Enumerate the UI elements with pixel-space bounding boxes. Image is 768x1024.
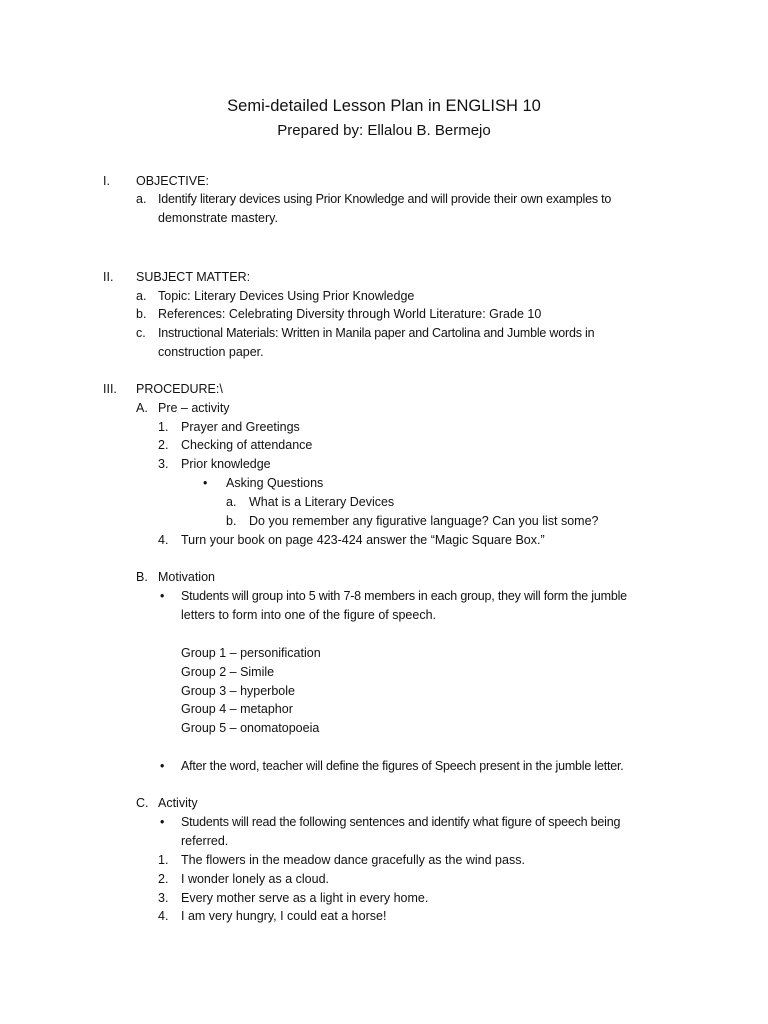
question-text: What is a Literary Devices [249,495,395,509]
sentence-text: I am very hungry, I could eat a horse! [181,909,387,923]
list-marker: c. [136,326,146,340]
bullet-text: Asking Questions [226,476,324,490]
step-text: Turn your book on page 423-424 answer the “Magic Square Box.” [181,533,545,547]
section-number: II. [103,270,114,284]
group-item: Group 1 – personification [181,646,321,660]
sentence-marker: 2. [158,872,169,886]
step-marker: 3. [158,457,169,471]
subsection-label: Activity [158,796,198,810]
step-marker: 4. [158,533,169,547]
sentence-text: I wonder lonely as a cloud. [181,872,330,886]
bullet-text-continued: referred. [181,834,229,848]
question-marker: b. [226,514,237,528]
list-marker: a. [136,289,147,303]
section-heading: PROCEDURE:\ [136,382,223,396]
document-title: Semi-detailed Lesson Plan in ENGLISH 10 [227,97,541,115]
subsection-label: Pre – activity [158,401,230,415]
list-item: Identify literary devices using Prior Knowledge and will provide their own examples to [158,192,612,206]
section-heading: OBJECTIVE: [136,174,209,188]
subsection-marker: A. [136,401,148,415]
list-marker: b. [136,307,147,321]
bullet-text-continued: letters to form into one of the figure of speech. [181,608,437,622]
question-text: Do you remember any figurative language? Can you list some? [249,514,599,528]
bullet-icon: • [160,589,165,603]
bullet-text: Students will read the following sentences and identify what figure of speech being [181,815,621,829]
list-item: Instructional Materials: Written in Manila paper and Cartolina and Jumble words in [158,326,595,340]
subsection-marker: B. [136,570,148,584]
step-marker: 1. [158,420,169,434]
group-item: Group 3 – hyperbole [181,684,295,698]
bullet-icon: • [160,759,165,773]
group-item: Group 4 – metaphor [181,702,293,716]
step-text: Checking of attendance [181,438,313,452]
list-item: Topic: Literary Devices Using Prior Knowledge [158,289,415,303]
sentence-text: Every mother serve as a light in every home. [181,891,429,905]
sentence-text: The flowers in the meadow dance gracefully as the wind pass. [181,853,525,867]
question-marker: a. [226,495,237,509]
list-item: References: Celebrating Diversity through World Literature: Grade 10 [158,307,542,321]
step-text: Prior knowledge [181,457,271,471]
bullet-text: After the word, teacher will define the figures of Speech present in the jumble letter. [181,759,624,773]
section-number: III. [103,382,117,396]
bullet-icon: • [203,476,208,490]
list-marker: a. [136,192,147,206]
list-item-continued: construction paper. [158,345,264,359]
bullet-icon: • [160,815,165,829]
section-heading: SUBJECT MATTER: [136,270,251,284]
subsection-label: Motivation [158,570,215,584]
group-item: Group 2 – Simile [181,665,275,679]
group-item: Group 5 – onomatopoeia [181,721,320,735]
step-marker: 2. [158,438,169,452]
step-text: Prayer and Greetings [181,420,300,434]
section-number: I. [103,174,110,188]
bullet-text: Students will group into 5 with 7-8 members in each group, they will form the jumble [181,589,627,603]
sentence-marker: 4. [158,909,169,923]
list-item-continued: demonstrate mastery. [158,211,278,225]
prepared-by: Prepared by: Ellalou B. Bermejo [277,122,491,139]
sentence-marker: 3. [158,891,169,905]
sentence-marker: 1. [158,853,169,867]
subsection-marker: C. [136,796,149,810]
